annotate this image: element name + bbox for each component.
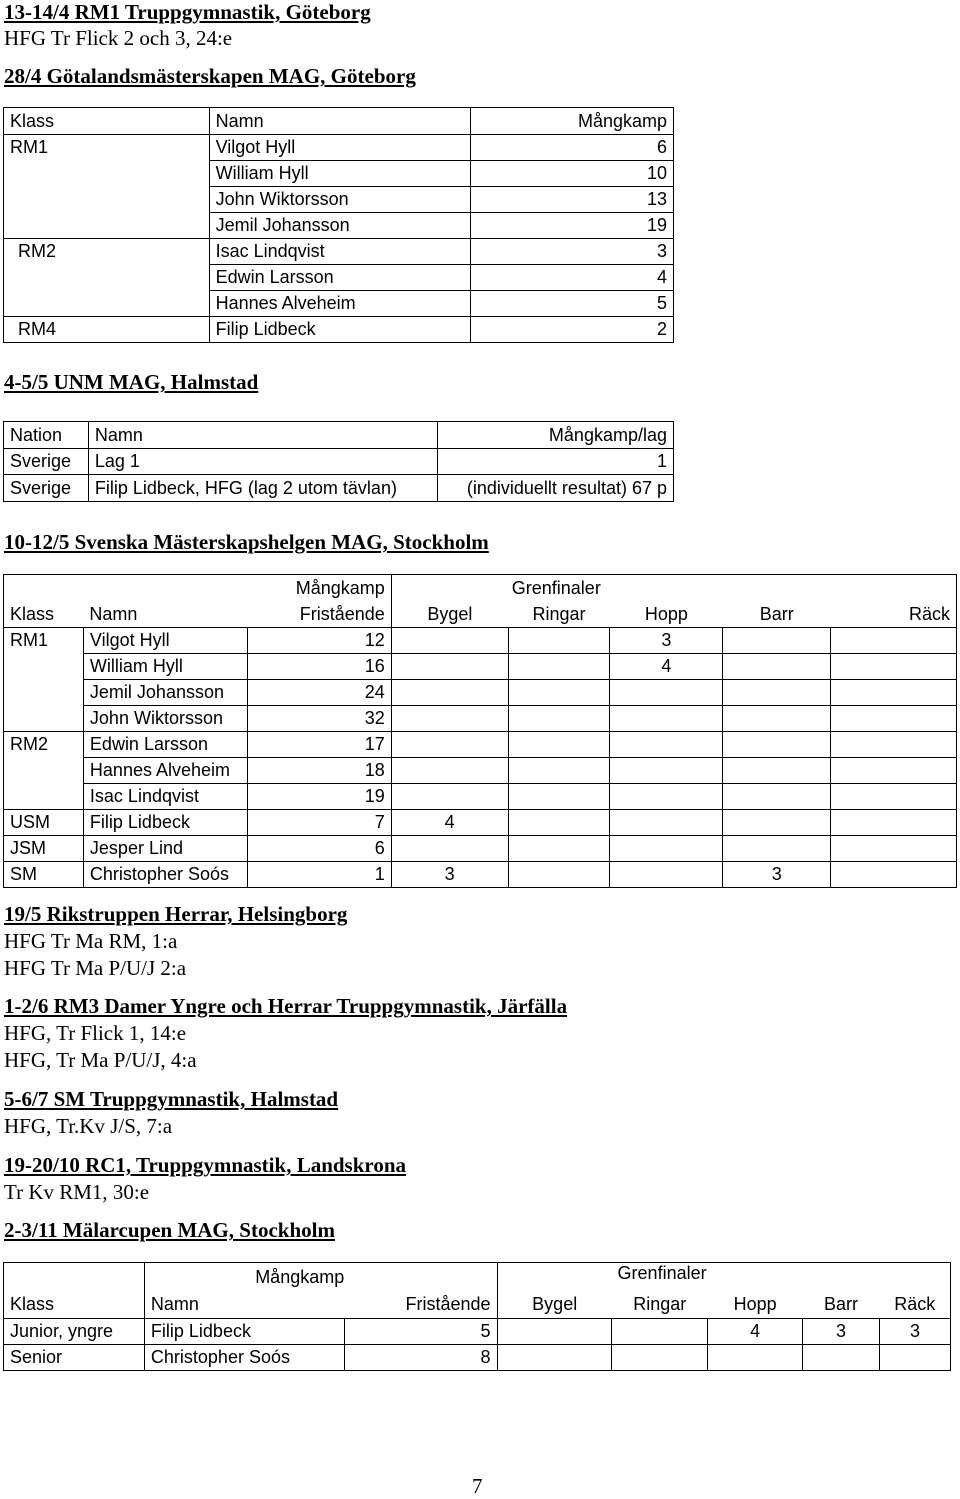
namn-cell: Filip Lidbeck xyxy=(144,1319,344,1345)
hopp-cell xyxy=(610,706,723,732)
namn-cell: Isac Lindqvist xyxy=(83,784,247,810)
bygel-cell xyxy=(391,732,508,758)
fristaende-cell: 19 xyxy=(247,784,391,810)
fristaende-cell: 7 xyxy=(247,810,391,836)
header-fristaende: Fristående xyxy=(344,1292,497,1319)
bygel-cell xyxy=(497,1345,612,1371)
gotaland-table xyxy=(3,107,674,343)
klass-cell xyxy=(4,680,84,706)
klass-cell xyxy=(4,706,84,732)
rack-cell xyxy=(831,628,957,654)
value-cell: (individuellt resultat) 67 p xyxy=(438,475,674,502)
ringar-cell xyxy=(508,758,610,784)
table-row xyxy=(4,475,674,502)
klass-cell: RM4 xyxy=(4,317,210,343)
klass-cell: RM2 xyxy=(4,239,210,265)
ringar-cell xyxy=(508,654,610,680)
header-rack: Räck xyxy=(894,1294,936,1315)
ringar-cell xyxy=(508,732,610,758)
header-mangkamp: Mångkamp xyxy=(471,108,674,135)
ringar-cell xyxy=(508,836,610,862)
page-number: 7 xyxy=(472,1474,483,1498)
section-title-rikstruppen: 19/5 Rikstruppen Herrar, Helsingborg xyxy=(4,902,348,926)
section-title-sm-trupp: 5-6/7 SM Truppgymnastik, Halmstad xyxy=(4,1087,339,1111)
klass-cell xyxy=(4,187,210,213)
malarcupen-table xyxy=(3,1262,951,1371)
table-row xyxy=(4,317,674,343)
klass-cell: RM2 xyxy=(4,732,84,758)
table-row xyxy=(4,291,674,317)
klass-cell xyxy=(4,758,84,784)
header-barr: Barr xyxy=(759,603,794,624)
sm-helgen-table xyxy=(3,574,957,888)
hopp-cell xyxy=(610,758,723,784)
rack-cell xyxy=(831,706,957,732)
hopp-cell: 3 xyxy=(610,628,723,654)
table-row xyxy=(4,449,674,475)
klass-cell: RM1 xyxy=(10,630,49,651)
group-grenfinaler: Grenfinaler xyxy=(511,577,601,598)
group-mangkamp: Mångkamp xyxy=(247,575,391,602)
group-mangkamp: Mångkamp xyxy=(255,1266,345,1287)
rack-cell xyxy=(879,1345,950,1371)
header-rack: Räck xyxy=(908,603,950,624)
table-row xyxy=(4,680,957,706)
group-grenfinaler: Grenfinaler xyxy=(617,1263,707,1283)
header-hopp: Hopp xyxy=(644,603,688,624)
namn-cell: Jemil Johansson xyxy=(209,213,471,239)
namn-cell: Vilgot Hyll xyxy=(83,628,247,654)
klass-cell xyxy=(4,265,210,291)
barr-cell xyxy=(723,784,831,810)
section-title-sm-helgen: 10-12/5 Svenska Mästerskapshelgen MAG, Stockholm xyxy=(4,530,489,554)
bygel-cell xyxy=(391,758,508,784)
header-ringar: Ringar xyxy=(532,603,586,624)
table-row xyxy=(4,836,957,862)
namn-cell: Isac Lindqvist xyxy=(209,239,471,265)
table-row xyxy=(4,654,957,680)
fristaende-cell: 6 xyxy=(247,836,391,862)
header-klass: Klass xyxy=(4,1292,145,1319)
mangkamp-cell: 10 xyxy=(471,161,674,187)
klass-cell xyxy=(4,291,210,317)
result-line: HFG, Tr Ma P/U/J, 4:a xyxy=(4,1048,197,1072)
header-hopp: Hopp xyxy=(733,1294,777,1315)
bygel-cell xyxy=(391,628,508,654)
barr-cell xyxy=(803,1345,880,1371)
nation-cell: Sverige xyxy=(4,475,89,502)
fristaende-cell: 1 xyxy=(247,862,391,888)
bygel-cell xyxy=(391,654,508,680)
barr-cell xyxy=(723,810,831,836)
namn-cell: William Hyll xyxy=(209,161,471,187)
ringar-cell xyxy=(612,1319,708,1345)
rack-cell xyxy=(831,784,957,810)
table-row xyxy=(4,265,674,291)
klass-cell: SM xyxy=(4,862,84,888)
bygel-cell xyxy=(391,836,508,862)
header-bygel: Bygel xyxy=(532,1294,578,1315)
table-row xyxy=(4,732,957,758)
result-line: HFG, Tr Flick 1, 14:e xyxy=(4,1021,187,1045)
namn-cell: Hannes Alveheim xyxy=(83,758,247,784)
namn-cell: Christopher Soós xyxy=(83,862,247,888)
table-row xyxy=(4,1319,951,1345)
ringar-cell xyxy=(508,680,610,706)
result-line: HFG, Tr.Kv J/S, 7:a xyxy=(4,1114,173,1138)
rack-cell xyxy=(831,862,957,888)
klass-cell: RM1 xyxy=(4,135,210,161)
hopp-cell xyxy=(610,862,723,888)
klass-cell xyxy=(4,784,84,810)
fristaende-cell: 17 xyxy=(247,732,391,758)
barr-cell: 3 xyxy=(803,1319,880,1345)
ringar-cell xyxy=(508,628,610,654)
table-row xyxy=(4,213,674,239)
namn-cell: John Wiktorsson xyxy=(209,187,471,213)
table-row xyxy=(4,187,674,213)
header-fristaende: Fristående xyxy=(247,602,391,628)
result-line: Tr Kv RM1, 30:e xyxy=(4,1180,150,1204)
mangkamp-cell: 5 xyxy=(471,291,674,317)
rack-cell xyxy=(831,810,957,836)
table-header-row xyxy=(4,1292,951,1319)
namn-cell: Hannes Alveheim xyxy=(209,291,471,317)
rack-cell xyxy=(831,836,957,862)
fristaende-cell: 32 xyxy=(247,706,391,732)
bygel-cell xyxy=(391,706,508,732)
hopp-cell xyxy=(708,1345,803,1371)
namn-cell: Christopher Soós xyxy=(144,1345,344,1371)
barr-cell xyxy=(723,680,831,706)
klass-cell xyxy=(4,654,84,680)
namn-cell: Filip Lidbeck, HFG (lag 2 utom tävlan) xyxy=(88,475,437,502)
namn-cell: William Hyll xyxy=(83,654,247,680)
section-title-rc1: 19-20/10 RC1, Truppgymnastik, Landskrona xyxy=(4,1153,407,1177)
bygel-cell: 3 xyxy=(391,862,508,888)
fristaende-cell: 8 xyxy=(344,1345,497,1371)
barr-cell xyxy=(723,732,831,758)
klass-cell xyxy=(4,213,210,239)
mangkamp-cell: 6 xyxy=(471,135,674,161)
section-title-gotaland: 28/4 Götalandsmästerskapen MAG, Göteborg xyxy=(4,64,416,88)
ringar-cell xyxy=(508,784,610,810)
value-cell: 1 xyxy=(438,449,674,475)
table-row xyxy=(4,862,957,888)
table-row xyxy=(4,135,674,161)
header-namn: Namn xyxy=(209,108,471,135)
header-namn: Namn xyxy=(88,422,437,449)
bygel-cell xyxy=(497,1319,612,1345)
namn-cell: Lag 1 xyxy=(88,449,437,475)
namn-cell: Filip Lidbeck xyxy=(83,810,247,836)
klass-cell xyxy=(4,161,210,187)
fristaende-cell: 24 xyxy=(247,680,391,706)
rack-cell: 3 xyxy=(879,1319,950,1345)
section-title-rm3: 1-2/6 RM3 Damer Yngre och Herrar Truppgymnastik, Järfälla xyxy=(4,994,568,1018)
mangkamp-cell: 2 xyxy=(471,317,674,343)
hopp-cell xyxy=(610,732,723,758)
mangkamp-cell: 19 xyxy=(471,213,674,239)
group-header-row xyxy=(4,1263,951,1292)
barr-cell xyxy=(723,654,831,680)
bygel-cell xyxy=(391,784,508,810)
section-title-unm: 4-5/5 UNM MAG, Halmstad xyxy=(4,370,259,394)
namn-cell: Edwin Larsson xyxy=(209,265,471,291)
table-row xyxy=(4,161,674,187)
fristaende-cell: 16 xyxy=(247,654,391,680)
ringar-cell xyxy=(508,706,610,732)
table-row xyxy=(4,758,957,784)
hopp-cell xyxy=(610,784,723,810)
header-klass: Klass xyxy=(10,603,55,624)
mangkamp-cell: 4 xyxy=(471,265,674,291)
rack-cell xyxy=(831,758,957,784)
ringar-cell xyxy=(508,862,610,888)
header-mangkamp-lag: Mångkamp/lag xyxy=(438,422,674,449)
fristaende-cell: 18 xyxy=(247,758,391,784)
rack-cell xyxy=(831,654,957,680)
header-bygel: Bygel xyxy=(427,603,473,624)
hopp-cell xyxy=(610,836,723,862)
fristaende-cell: 5 xyxy=(344,1319,497,1345)
rack-cell xyxy=(831,732,957,758)
result-line: HFG Tr Ma P/U/J 2:a xyxy=(4,956,187,980)
unm-table xyxy=(3,421,674,502)
table-row xyxy=(4,784,957,810)
table-row xyxy=(4,628,957,654)
hopp-cell: 4 xyxy=(708,1319,803,1345)
klass-cell: USM xyxy=(4,810,84,836)
header-namn: Namn xyxy=(89,603,138,624)
table-row xyxy=(4,239,674,265)
hopp-cell: 4 xyxy=(610,654,723,680)
barr-cell: 3 xyxy=(723,862,831,888)
section-title-rm1: 13-14/4 RM1 Truppgymnastik, Göteborg xyxy=(4,0,371,24)
header-nation: Nation xyxy=(4,422,89,449)
namn-cell: John Wiktorsson xyxy=(83,706,247,732)
namn-cell: Jesper Lind xyxy=(83,836,247,862)
bygel-cell xyxy=(391,680,508,706)
fristaende-cell: 12 xyxy=(247,628,391,654)
nation-cell: Sverige xyxy=(4,449,89,475)
bygel-cell: 4 xyxy=(391,810,508,836)
header-barr: Barr xyxy=(824,1294,859,1315)
klass-cell: JSM xyxy=(4,836,84,862)
hopp-cell xyxy=(610,810,723,836)
header-ringar: Ringar xyxy=(633,1294,687,1315)
namn-cell: Edwin Larsson xyxy=(83,732,247,758)
table-row xyxy=(4,706,957,732)
table-header-row xyxy=(4,602,957,628)
header-namn: Namn xyxy=(150,1294,199,1315)
table-header-row xyxy=(4,422,674,449)
klass-cell: Junior, yngre xyxy=(4,1319,145,1345)
namn-cell: Jemil Johansson xyxy=(83,680,247,706)
table-row xyxy=(4,1345,951,1371)
table-row xyxy=(4,810,957,836)
section-title-malarcupen: 2-3/11 Mälarcupen MAG, Stockholm xyxy=(4,1218,335,1242)
result-line: HFG Tr Ma RM, 1:a xyxy=(4,929,178,953)
barr-cell xyxy=(723,836,831,862)
klass-cell: Senior xyxy=(4,1345,145,1371)
barr-cell xyxy=(723,628,831,654)
mangkamp-cell: 3 xyxy=(471,239,674,265)
mangkamp-cell: 13 xyxy=(471,187,674,213)
namn-cell: Filip Lidbeck xyxy=(209,317,471,343)
result-line: HFG Tr Flick 2 och 3, 24:e xyxy=(4,26,233,50)
ringar-cell xyxy=(612,1345,708,1371)
group-header-row xyxy=(4,575,957,602)
header-klass: Klass xyxy=(4,108,210,135)
ringar-cell xyxy=(508,810,610,836)
namn-cell: Vilgot Hyll xyxy=(209,135,471,161)
rack-cell xyxy=(831,680,957,706)
hopp-cell xyxy=(610,680,723,706)
barr-cell xyxy=(723,758,831,784)
barr-cell xyxy=(723,706,831,732)
table-header-row xyxy=(4,108,674,135)
